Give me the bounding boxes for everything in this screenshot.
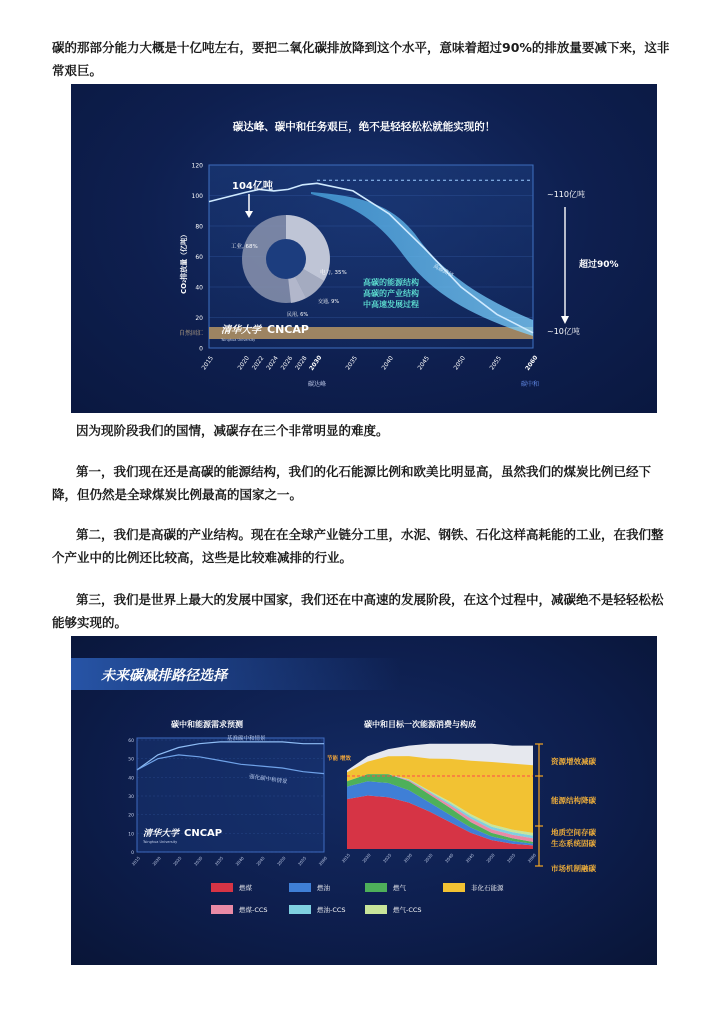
- paragraph-intro: 碳的那部分能力大概是十亿吨左右，要把二氧化碳排放降到这个水平，意味着超过90%的排放量要减下来，这非常艰巨。: [52, 40, 670, 78]
- peak-axis-label: 碳达峰: [308, 381, 327, 388]
- x-tick-label: 2015: [340, 852, 352, 864]
- donut-label-power: 电力, 35%: [320, 270, 347, 276]
- x-tick-label: 2055: [296, 855, 308, 867]
- x-tick-label: 2028: [294, 354, 309, 372]
- y-tick-label: 0: [199, 345, 203, 353]
- driver-growth: 中高速发展过程: [363, 300, 419, 309]
- legend-label: 燃煤: [239, 884, 252, 892]
- side-label-geology: 地质空间存碳: [551, 828, 596, 837]
- x-tick-label: 2026: [279, 354, 295, 372]
- left-y-ticks: [128, 738, 134, 856]
- left-x-ticks: [131, 855, 329, 866]
- x-tick-label: 2035: [423, 852, 434, 864]
- legend: [211, 883, 504, 914]
- x-tick-label: 2020: [361, 852, 372, 864]
- donut-label-transport: 交通, 9%: [318, 299, 340, 305]
- y-tick-label: 40: [128, 776, 134, 782]
- y-tick-labels: [192, 163, 204, 353]
- end-label: ~10亿吨: [547, 327, 580, 336]
- figure-reduction-paths: [71, 636, 657, 965]
- y-tick-label: 0: [131, 851, 134, 856]
- right-x-ticks: [341, 852, 538, 863]
- x-tick-label: 2015: [200, 354, 216, 372]
- legend-swatch: [211, 883, 233, 892]
- x-tick-label: 2020: [236, 354, 252, 372]
- x-tick-label: 2060: [524, 354, 540, 372]
- plateau-label: ~110亿吨: [547, 190, 585, 199]
- left-chart-title: 碳中和能源需求预测: [171, 720, 243, 729]
- saving-label: 节能 增效: [327, 756, 351, 762]
- y-tick-label: 60: [195, 254, 203, 261]
- x-tick-label: 2022: [250, 354, 266, 372]
- logo2-en: CNCAP: [184, 828, 223, 839]
- sector-donut: [242, 215, 330, 303]
- logo-sub: Tsinghua University: [221, 338, 256, 342]
- x-tick-label: 2020: [151, 855, 162, 867]
- side-label-ecosystem: 生态系统固碳: [551, 839, 596, 848]
- energy-mix-areas: [347, 744, 533, 849]
- x-tick-label: 2030: [308, 354, 324, 372]
- reduction-arrow-head: [561, 316, 569, 324]
- y-axis-label: CO₂排放量（亿吨）: [180, 230, 188, 294]
- x-tick-label: 2025: [172, 855, 183, 867]
- x-tick-label: 2035: [344, 354, 360, 372]
- enhanced-label: 强化碳中和情景: [248, 774, 288, 786]
- emissions-chart: [71, 84, 657, 413]
- reduction-paths-chart: [71, 636, 657, 965]
- y-tick-label: 20: [128, 813, 134, 819]
- x-tick-label: 2040: [234, 855, 245, 867]
- x-tick-label: 2050: [452, 354, 468, 372]
- right-chart-title: 碳中和目标一次能源消费与构成: [364, 720, 476, 729]
- x-tick-label: 2035: [213, 855, 225, 867]
- figure1-title: 碳达峰、碳中和任务艰巨，绝不是轻轻松松就能实现的！: [232, 121, 496, 133]
- y-tick-label: 60: [128, 739, 134, 744]
- logo-cn: 清华大学: [221, 325, 261, 336]
- x-tick-label: 2040: [443, 852, 455, 864]
- logo2-cn: 清华大学: [143, 829, 180, 839]
- legend-swatch: [289, 905, 311, 914]
- x-tick-label: 2045: [416, 354, 432, 372]
- peak-label: 104亿吨: [232, 181, 273, 192]
- legend-swatch: [211, 905, 233, 914]
- legend-label: 燃煤-CCS: [239, 906, 268, 914]
- reduction-label: 超过90%: [579, 260, 619, 270]
- paragraph-first: 第一，我们现在还是高碳的能源结构，我们的化石能源比例和欧美比明显高，虽然我们的煤炭比例已经下降，但仍然是全球煤炭比例最高的国家之一。: [52, 464, 652, 502]
- legend-label: 燃气: [393, 884, 406, 892]
- x-tick-label: 2050: [485, 852, 496, 864]
- y-tick-label: 100: [191, 193, 203, 200]
- x-tick-label: 2040: [380, 354, 396, 372]
- side-label-structure: 能源结构降碳: [551, 796, 596, 805]
- legend-label: 非化石能源: [471, 884, 504, 892]
- x-tick-label: 2045: [464, 852, 476, 864]
- driver-energy: 高碳的能源结构: [363, 278, 419, 287]
- x-tick-label: 2030: [192, 855, 204, 867]
- side-label-resource: 资源增效减碳: [551, 757, 596, 766]
- donut-label-residential: 民用, 6%: [287, 312, 309, 318]
- donut-label-industry: 工业, 68%: [231, 244, 258, 250]
- figure-emissions-path: [71, 84, 657, 413]
- legend-label: 燃油: [317, 884, 330, 892]
- x-tick-label: 2024: [265, 354, 280, 372]
- driver-industry: 高碳的产业结构: [363, 289, 419, 298]
- band-label: 高碳路径: [432, 263, 455, 280]
- paragraph-caption: 因为现阶段我们的国情，减碳存在三个非常明显的难度。: [76, 423, 389, 438]
- y-tick-label: 120: [191, 162, 203, 170]
- baseline-label: 基准碳中和情景: [227, 736, 266, 742]
- paragraph-third: 第三，我们是世界上最大的发展中国家，我们还在中高速的发展阶段，在这个过程中，减碳绝不是轻轻松松能够实现的。: [52, 592, 664, 630]
- x-tick-label: 2060: [526, 852, 538, 864]
- y-tick-label: 30: [128, 795, 134, 800]
- x-tick-labels: [201, 354, 540, 372]
- side-label-market: 市场机制融碳: [551, 864, 596, 873]
- logo2-sub: Tsinghua University: [143, 840, 178, 844]
- x-tick-label: 2015: [130, 855, 142, 867]
- logo-en: CNCAP: [267, 323, 309, 336]
- legend-swatch: [365, 905, 387, 914]
- natural-sink-label: 自然固汇: [179, 330, 204, 337]
- x-tick-label: 2050: [276, 855, 287, 867]
- neutral-axis-label: 碳中和: [521, 381, 540, 388]
- x-tick-label: 2030: [402, 852, 414, 864]
- legend-swatch: [289, 883, 311, 892]
- paragraph-second: 第二，我们是高碳的产业结构。现在在全球产业链分工里，水泥、钢铁、石化这样高耗能的工业，在我们整个产业中的比例还比较高，这些是比较难减排的行业。: [52, 527, 664, 565]
- legend-swatch: [443, 883, 465, 892]
- legend-label: 燃气-CCS: [393, 906, 422, 914]
- x-tick-label: 2055: [505, 852, 517, 864]
- banner-title: 未来碳减排路径选择: [101, 668, 227, 684]
- y-tick-label: 20: [195, 315, 203, 322]
- legend-swatch: [365, 883, 387, 892]
- y-tick-label: 50: [128, 757, 134, 763]
- y-tick-label: 10: [128, 832, 134, 838]
- x-tick-label: 2055: [488, 354, 504, 372]
- legend-label: 燃油-CCS: [317, 906, 346, 914]
- y-tick-label: 80: [195, 223, 203, 231]
- y-tick-label: 40: [195, 284, 203, 292]
- x-tick-label: 2060: [317, 855, 329, 867]
- x-tick-label: 2045: [255, 855, 266, 867]
- x-tick-label: 2025: [381, 852, 393, 864]
